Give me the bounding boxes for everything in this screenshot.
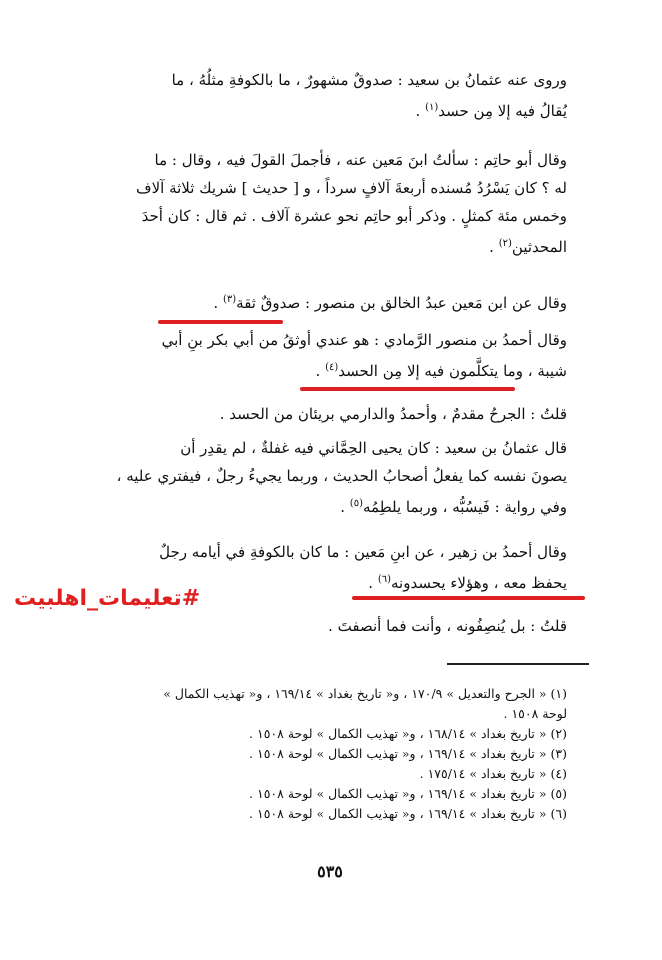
text-line: له ؟ كان يَسْرُدُ مُسنده أربعةَ آلافٍ سرداً ، و [ حديث ] شريك ثلاثة آلاف — [136, 179, 567, 197]
paragraph-6 — [87, 434, 567, 521]
footnote-ref: (٥) — [349, 498, 363, 509]
paragraph-3 — [87, 286, 567, 317]
text-line: وخمس مئة كمثلٍ . وذكر أبو حاتِم نحو عشرة آلاف . ثم قال : كان أحدَ — [141, 207, 567, 225]
footnote-separator — [447, 663, 589, 665]
footnote: (٦) « تاريخ بغداد » ١٦٩/١٤ ، و« تهذيب الكمال » لوحة ١٥٠٨ . — [249, 806, 567, 821]
footnote: (٤) « تاريخ بغداد » ١٧٥/١٤ . — [419, 766, 567, 781]
text-line: وقال أحمدُ بن زهير ، عن ابنِ مَعين : ما كان بالكوفةِ في أيامه رجلٌ — [159, 543, 567, 561]
text-segment: المحدثين — [511, 238, 567, 256]
text-segment: يحفظ معه ، وهؤلاء يحسدونه — [391, 574, 567, 592]
page-number: ٥٣٥ — [317, 862, 343, 881]
footnote-ref: (٦) — [377, 574, 391, 585]
paragraph-2 — [87, 146, 567, 261]
paragraph-8 — [87, 612, 567, 640]
red-underline — [300, 387, 515, 391]
watermark-hashtag: #تعليمات_اهلبيت — [14, 586, 201, 611]
red-underline — [352, 596, 585, 600]
footnote-ref: (٢) — [498, 238, 512, 249]
red-underline — [158, 320, 283, 324]
text-segment: يُقالُ فيه إلا مِن حسد — [438, 102, 567, 120]
footnotes — [77, 684, 567, 824]
text-line: وقال عن ابن مَعين عبدُ الخالق بن منصور : صدوقٌ ثقة$^{(٣)}$ . — [213, 294, 567, 312]
text-line: وفي رواية : فَيسُبُّه ، وربما يلطِمُه$^{(٥)}$ . — [340, 498, 567, 516]
footnote: (٥) « تاريخ بغداد » ١٦٩/١٤ ، و« تهذيب الكمال » لوحة ١٥٠٨ . — [249, 786, 567, 801]
footnote: (٢) « تاريخ بغداد » ١٦٨/١٤ ، و« تهذيب الكمال » لوحة ١٥٠٨ . — [249, 726, 567, 741]
paragraph-1 — [87, 66, 567, 125]
paragraph-5 — [87, 400, 567, 428]
footnote-ref: (١) — [425, 102, 439, 113]
text-line: قلتُ : الجرحُ مقدمٌ ، وأحمدُ والدارمي بريئان من الحسد . — [219, 405, 567, 423]
text-line: يصونَ نفسه كما يفعلُ أصحابُ الحديث ، وربما يجيءُ رجلٌ ، فيفتري عليه ، — [116, 467, 567, 485]
text-segment: وقال عن ابن مَعين عبدُ الخالق بن منصور : صدوقٌ ثقة — [236, 294, 567, 312]
text-line: وقال أبو حاتِم : سألتُ ابنَ مَعين عنه ، فأجملَ القولَ فيه ، وقال : ما — [154, 151, 567, 169]
footnote: (٣) « تاريخ بغداد » ١٦٩/١٤ ، و« تهذيب الكمال » لوحة ١٥٠٨ . — [249, 746, 567, 761]
text-line: يُقالُ فيه إلا مِن حسد$^{(١)}$ . — [415, 102, 567, 120]
text-line: قال عثمانُ بن سعيد : كان يحيى الحِمَّاني فيه غفلةٌ ، لم يقدِر أن — [180, 439, 567, 457]
footnote: لوحة ١٥٠٨ . — [503, 706, 567, 721]
text-segment: شيبة ، وما يتكلَّمون فيه إلا مِن الحسد — [338, 362, 567, 380]
text-line: وروى عنه عثمانُ بن سعيد : صدوقٌ مشهورٌ ، ما بالكوفةِ مثلُهُ ، ما — [171, 71, 567, 89]
paragraph-4 — [87, 326, 567, 385]
footnote: (١) « الجرح والتعديل » ١٧٠/٩ ، و« تاريخ بغداد » ١٦٩/١٤ ، و« تهذيب الكمال » — [163, 686, 567, 701]
text-line: المحدثين$^{(٢)}$ . — [489, 238, 567, 256]
text-line: قلتُ : بل يُنصِفُونه ، وأنت فما أنصفتَ . — [328, 617, 567, 635]
footnote-ref: (٤) — [325, 362, 339, 373]
text-segment: وفي رواية : فَيسُبُّه ، وربما يلطِمُه — [362, 498, 567, 516]
text-line: شيبة ، وما يتكلَّمون فيه إلا مِن الحسد$^{(٤)}$ . — [315, 362, 567, 380]
text-line: يحفظ معه ، وهؤلاء يحسدونه$^{(٦)}$ . — [368, 574, 567, 592]
text-line: وقال أحمدُ بن منصور الرَّمادي : هو عندي أوثقُ من أبي بكر بنِ أبي — [161, 331, 567, 349]
footnote-ref: (٣) — [222, 294, 237, 305]
